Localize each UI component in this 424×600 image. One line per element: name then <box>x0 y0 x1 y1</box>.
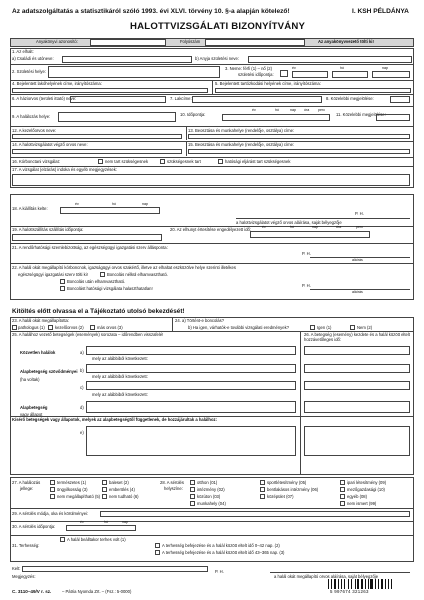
q30-ev-label: év <box>80 520 84 524</box>
letter-a: a) <box>80 350 84 355</box>
kozepulet-label: középület (07) <box>267 494 294 499</box>
szukseges-checkbox[interactable] <box>160 159 165 164</box>
hatosagi-checkbox[interactable] <box>218 159 223 164</box>
terhesseg-3-label: A terhesség befejezése és a halál között eltelt idő 43–365 nap. (3) <box>162 550 285 555</box>
q23-label: 23. A halál okát megállapította: <box>12 318 70 323</box>
ph-4: P. H. <box>215 569 224 574</box>
ido-d-field[interactable] <box>304 401 410 413</box>
ert-perc-label: perc <box>356 225 363 229</box>
anyakonyvezeto-note: Az anyakönyvvezető tölti ki! <box>318 39 374 44</box>
kozelebbi-2-field[interactable] <box>376 114 410 121</box>
boncolas-ut-label: Boncolás után elhamvasztható. <box>67 279 126 284</box>
q30-nap-label: nap <box>122 520 128 524</box>
kozelebbi-1-field[interactable] <box>390 96 410 103</box>
page-title: HALOTTVIZSGÁLATI BIZONYÍTVÁNY <box>130 21 306 32</box>
form-code: C. 3110–49/V r. sz. <box>12 589 52 594</box>
vizsgalo-label: 14. A halottvizsgálatot végző orvos neve: <box>12 142 88 147</box>
sport-checkbox[interactable] <box>260 480 265 485</box>
kisero-label: Kísérő betegségek vagy állapotok, melyek az alapbetegségtől függetlenek, de hozzájárultak a halálhoz: <box>12 417 218 422</box>
csaladi-nev-field[interactable] <box>62 56 192 63</box>
kelt-label: Kelt: <box>12 566 21 571</box>
alairas-vizsgalo-label: a halottvizsgálatot végző orvos aláírása, saját bélyegzője <box>236 220 342 225</box>
q30-ho-label: hó <box>104 520 108 524</box>
ido-c-field[interactable] <box>304 381 410 390</box>
emberoles-checkbox[interactable] <box>102 487 107 492</box>
alap-d-field[interactable] <box>86 401 296 413</box>
nem-label: Nem (2) <box>357 325 373 330</box>
nem-ism-checkbox[interactable] <box>340 501 345 506</box>
halalozas-ido-field[interactable] <box>222 114 330 121</box>
ert-nap-label: nap <box>312 225 318 229</box>
ongyilkossag-label: öngyilkosság (3) <box>57 487 88 492</box>
szallitas-label: 19. A halottszállítás szállítás időpontja: <box>12 227 84 232</box>
kezeloorvos-label: 12. A kezelőorvos neve: <box>12 128 57 133</box>
alairas-1: aláírás <box>352 258 363 262</box>
q24b-label: b) Ha igen, várhatók-e további vizsgálati eredmények? <box>188 325 290 330</box>
alairas-2: aláírás <box>352 290 363 294</box>
szukseges-label: szükségesnek tart <box>167 159 201 164</box>
lakcime-label: 7. Lakcíme: <box>170 96 192 101</box>
munkahely-1-label: 13. Beosztása és munkahelye (rendelője, osztálya) címe: <box>188 128 295 133</box>
hal-ho-label: hó <box>275 108 279 112</box>
boncolas-ut-checkbox[interactable] <box>60 279 65 284</box>
igen-checkbox[interactable] <box>310 325 315 330</box>
ertesites-field[interactable] <box>250 231 370 238</box>
haziorvos-field[interactable] <box>70 96 166 103</box>
q28-label: 28. A sérülés <box>160 480 184 485</box>
ert-ev-label: év <box>262 225 266 229</box>
megjegyzes-label: Megjegyzés: <box>12 574 36 579</box>
terhesseg-1-checkbox[interactable] <box>60 537 65 542</box>
q31-label: 31. Terhesség: <box>12 543 40 548</box>
ido-a-field[interactable] <box>304 346 410 355</box>
mely-kov-2: mely az alábbiból következett: <box>92 374 148 379</box>
nem-checkbox[interactable] <box>350 325 355 330</box>
ido-e-field[interactable] <box>304 426 410 456</box>
szul-ev-field[interactable] <box>292 71 328 78</box>
kiall-nap-label: nap <box>142 202 148 206</box>
ev-label: év <box>292 66 296 70</box>
szul-hely-label: 2. Születési helye: <box>12 69 46 74</box>
nem-megall-label: nem megállapítható (5) <box>57 494 101 499</box>
mezog-checkbox[interactable] <box>340 487 345 492</box>
q27-label: 27. A halálozás <box>12 480 41 485</box>
hatosag-label: Boncolást hatósági vizsgálata halaszthatatlan! <box>67 286 153 291</box>
hatosag-checkbox[interactable] <box>60 286 65 291</box>
terhesseg-1-label: A halál beálltakor terhes volt (1) <box>67 537 126 542</box>
nem-ism-label: nem ismert (99) <box>347 501 377 506</box>
kozvetlen-label: Közvetlen halálok <box>20 350 56 355</box>
anyja-nev-field[interactable] <box>248 56 412 63</box>
neme-checkbox[interactable] <box>280 70 288 77</box>
munkahely-2-label: 15. Beosztása és munkahelye (rendelője, osztálya) címe: <box>188 142 295 147</box>
hal-perc-label: perc <box>318 108 325 112</box>
ph-2: P. H. <box>302 251 311 256</box>
letter-e: e) <box>80 430 84 435</box>
mely-kov-1: mely az alábbiból következett: <box>92 356 148 361</box>
copy-label: I. KSH PÉLDÁNYA <box>352 8 409 15</box>
patologus-label: pathologus (1) <box>18 325 45 330</box>
q27b-label: jellege: <box>20 486 34 491</box>
szul-ho-field[interactable] <box>332 71 368 78</box>
alairas-footer-label: a halál okát megállapító orvos aláírása, saját bélyegzője <box>274 574 379 579</box>
halalozas-helye-label: 9. A halálozás helye: <box>12 114 51 119</box>
letter-d: d) <box>80 405 84 410</box>
otthon-label: otthon (01) <box>197 480 218 485</box>
ertesites-label: 20. Az elhunyt értesítése engedélyezett idő: <box>170 227 252 232</box>
ert-ora-label: óra <box>336 225 342 229</box>
munkahely-1-field[interactable] <box>188 134 410 139</box>
q28b-label: helyszíne: <box>164 486 183 491</box>
intezmeny-checkbox[interactable] <box>190 487 195 492</box>
intezmeny-label: intézmény (02) <box>197 487 225 492</box>
ido-b-field[interactable] <box>304 364 410 373</box>
kiallitas-label: 18. A kiállítás kelte: <box>12 206 48 211</box>
bentlakasos-checkbox[interactable] <box>260 487 265 492</box>
mezog-label: mezőgazdasági (10) <box>347 487 385 492</box>
ipari-checkbox[interactable] <box>340 480 345 485</box>
haziorvos-label: 6. A háziorvos (területi ittató) neve: <box>12 96 77 101</box>
anyakonyvi-field[interactable] <box>90 39 166 46</box>
ongyilkossag-checkbox[interactable] <box>50 487 55 492</box>
mas-orvos-checkbox[interactable] <box>90 325 95 330</box>
anyja-nev-label: b) Anyja születési neve: <box>195 56 239 61</box>
q30-label: 30. A sérülés időpontja: <box>12 524 56 529</box>
lakohely-label: 4. Bejelentett lakóhelyének címe, irányítószáma: <box>12 81 102 86</box>
hal-ev-label: év <box>252 108 256 112</box>
kozut-label: közúton (03) <box>197 494 221 499</box>
csaladi-nev-label: a) Családi és utóneve: <box>12 56 54 61</box>
kezeloorvos-field[interactable] <box>12 134 182 139</box>
emberoles-label: emberölés (4) <box>109 487 135 492</box>
ha-voltak-label: (ha voltak) <box>20 377 40 382</box>
munkahely-2-field[interactable] <box>188 149 410 154</box>
ipari-label: ipari létesítmény (09) <box>347 480 387 485</box>
szul-nap-field[interactable] <box>372 71 410 78</box>
ph-1: P. H. <box>355 211 364 216</box>
kozelebbi-2-label: 11. Közelebbi megjelölése: <box>336 112 386 117</box>
szallitas-field[interactable] <box>12 234 162 241</box>
kiall-ho-label: hó <box>112 202 116 206</box>
kozut-checkbox[interactable] <box>190 494 195 499</box>
q24a-label: 24. a) Történt-e boncolás? <box>175 318 225 323</box>
nap-label: nap <box>382 66 388 70</box>
q30-field[interactable] <box>66 525 136 531</box>
tartozkodasi-label: 5. Bejelentett tartózkodási helyének címe, irányítószáma: <box>215 81 321 86</box>
letter-b: b) <box>80 368 84 373</box>
printer-label: – Pátria Nyomda Zrt. – (Fsz.: 5-0000) <box>62 589 132 594</box>
boncolas-el-checkbox[interactable] <box>100 272 105 277</box>
bentlakasos-label: bentlakásos intézmény (06) <box>267 487 319 492</box>
q29-field[interactable] <box>100 511 410 517</box>
lakohely-field[interactable] <box>12 88 208 93</box>
korbonc-label: 16. Kórbonctani vizsgálat: <box>12 159 60 164</box>
lakcime-field[interactable] <box>192 96 322 103</box>
munkahely-checkbox[interactable] <box>190 501 195 506</box>
barcode-digits: 5 997674 321263 <box>330 589 369 594</box>
tartozkodasi-field[interactable] <box>215 88 411 93</box>
hal-ora-label: óra <box>304 108 310 112</box>
nem-tart-checkbox[interactable] <box>98 159 103 164</box>
termeszetes-checkbox[interactable] <box>50 480 55 485</box>
kezeloorvos-label: kezelőorvos (2) <box>55 325 84 330</box>
section-2-title: Kitöltés előtt olvassa el a Tájékoztató utolsó bekezdését! <box>12 308 185 315</box>
q26-label: 26. A betegség (esemény) kezdete és a halál között eltelt hozzávetőleges idő: <box>304 332 410 342</box>
q25-label: 25. A halálhoz vezető betegségek (események) sorozata – időrendben visszafelé! <box>12 332 164 337</box>
egyeb-checkbox[interactable] <box>340 494 345 499</box>
engedely-label: egészségügyi igazgatási szerv tölti ki! <box>18 272 88 277</box>
vizsgalo-field[interactable] <box>12 149 182 154</box>
baleset-checkbox[interactable] <box>102 480 107 485</box>
ph-3: P. H. <box>302 283 311 288</box>
q29-label: 29. A sérülés módja, oka és körülményei: <box>12 511 89 516</box>
boncolas-el-label: Boncolás nélkül elhamvasztható. <box>107 272 168 277</box>
hal-nap-label: nap <box>290 108 296 112</box>
kisero-field[interactable] <box>86 426 296 456</box>
otthon-checkbox[interactable] <box>190 480 195 485</box>
szov-b-field[interactable] <box>86 364 296 373</box>
kezeloorvos-checkbox[interactable] <box>48 325 53 330</box>
neme-label: 3. Neme: férfi (1) – nő (2) <box>225 66 273 71</box>
mas-orvos-label: más orvos (3) <box>97 325 123 330</box>
terhesseg-3-checkbox[interactable] <box>155 550 160 555</box>
halalozas-helye-field[interactable] <box>58 112 176 122</box>
hatosagi-label: hatósági eljárást tart szükségesnek <box>225 159 291 164</box>
elhalt-label: 1. Az elhalt: <box>12 49 34 54</box>
kozvetlen-field[interactable] <box>86 346 296 355</box>
rendorhatosag-label: 21. A rendőrhatósági szemlebizottság, az egészségügyi igazgatási szerv állásponta: <box>12 245 168 250</box>
anyakonyvi-label: Anyakönyvi azonosító: <box>36 39 78 44</box>
letter-c: c) <box>80 385 84 390</box>
kozepulet-checkbox[interactable] <box>260 494 265 499</box>
szov-c-field[interactable] <box>86 381 296 390</box>
kelt-field[interactable] <box>22 566 208 572</box>
alapbetegseg-label: Alapbetegség <box>20 405 48 410</box>
kiall-ev-label: év <box>75 202 79 206</box>
folyoszam-label: Folyószám <box>180 39 201 44</box>
szul-hely-field[interactable] <box>48 66 220 78</box>
law-notice: Az adatszolgáltatás a statisztikáról szóló 1993. évi XLVI. törvény 10. §-a alapján kötelező! <box>12 8 290 15</box>
szov-label: Alapbetegség szövődményei <box>20 369 78 374</box>
nem-tudhato-checkbox[interactable] <box>102 494 107 499</box>
terhesseg-2-label: A terhesség befejezése és a halál között eltelt idő 0–42 nap. (2) <box>162 543 280 548</box>
igen-label: Igen (1) <box>317 325 332 330</box>
nem-megall-checkbox[interactable] <box>50 494 55 499</box>
nem-tart-label: nem tart szükségesnek <box>105 159 149 164</box>
nem-tudhato-label: nem tudható (6) <box>109 494 139 499</box>
halalozas-ido-label: 10. Időpontja: <box>180 112 206 117</box>
vizsgalat-field[interactable] <box>12 174 410 186</box>
egyeb-label: egyéb (08) <box>347 494 368 499</box>
ho-label: hó <box>340 66 344 70</box>
sport-label: sportlétesítmény (05) <box>267 480 307 485</box>
mely-kov-3: mely az alábbiból következett: <box>92 392 148 397</box>
kiallitas-field[interactable] <box>60 207 160 214</box>
patologus-checkbox[interactable] <box>12 325 17 330</box>
vagy-allapot-label: vagy állapot <box>20 412 43 417</box>
ert-ho-label: hó <box>290 225 294 229</box>
szul-ido-label: születési időpontja: <box>238 72 274 77</box>
termeszetes-label: természetes (1) <box>57 480 87 485</box>
terhesseg-2-checkbox[interactable] <box>155 543 160 548</box>
munkahely-label: munkahely (04) <box>197 501 226 506</box>
halal-oka-label: 22. A halál okát megállapító kórboncnok, igazságügyi orvos szakértő, illetve az elhaltat eszközölve helye szerinti illetékes <box>12 265 236 270</box>
folyoszam-field[interactable] <box>205 39 305 46</box>
vizsgalat-label: 17. A vizsgálat (elzárás) indoka és egyéb megjegyzések: <box>12 167 117 172</box>
barcode-image <box>328 579 412 589</box>
baleset-label: baleset (2) <box>109 480 129 485</box>
kozelebbi-1-label: 8. Közelebbi megjelölése: <box>326 96 374 101</box>
